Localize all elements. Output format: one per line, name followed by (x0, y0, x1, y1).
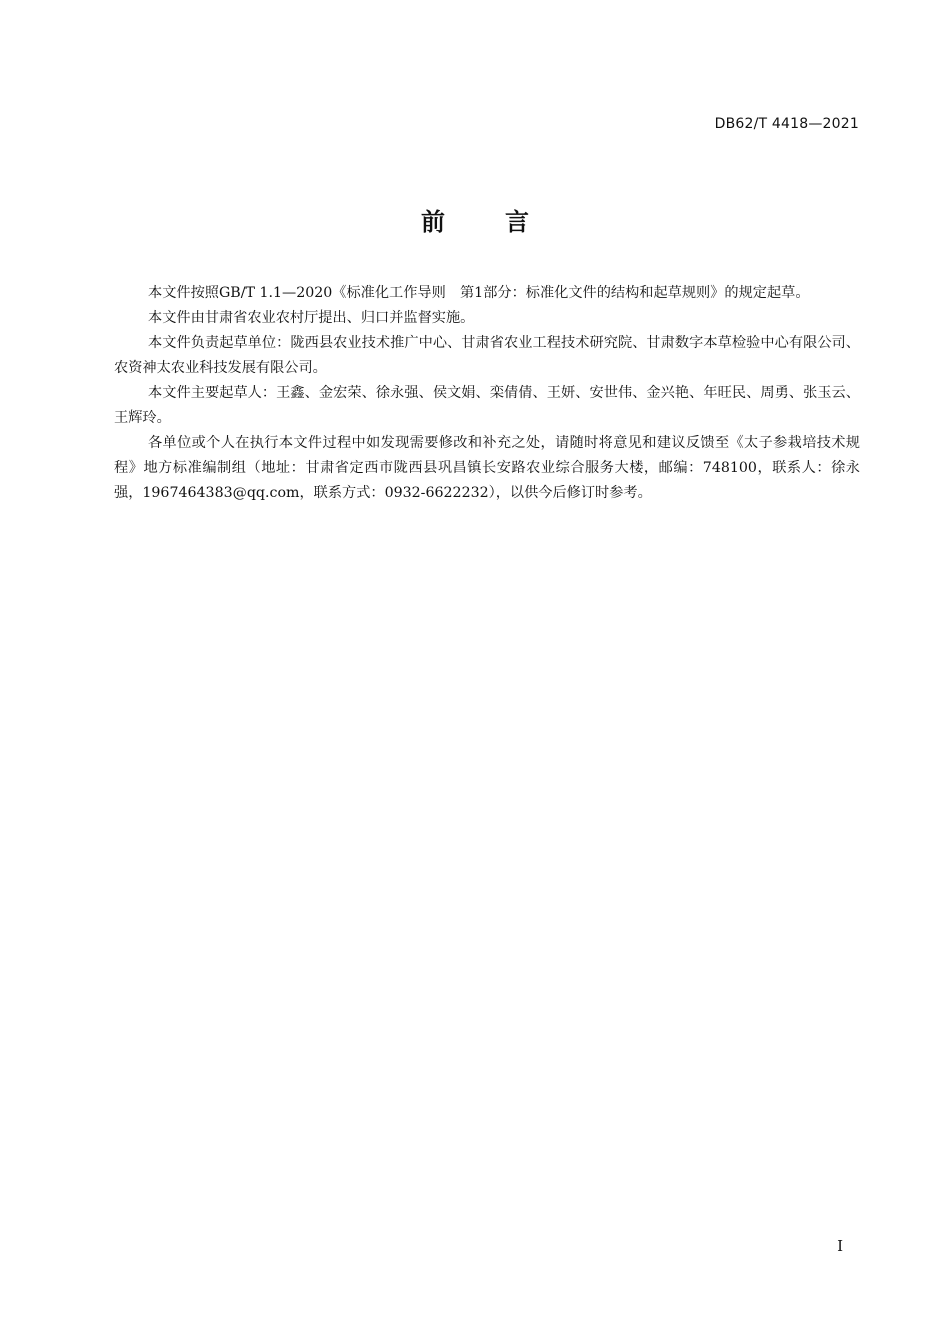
paragraph-drafting-units: 本文件负责起草单位：陇西县农业技术推广中心、甘肃省农业工程技术研究院、甘肃数字本草检验中心有限公司、农资神太农业科技发展有限公司。 (114, 335, 860, 376)
paragraph-feedback-contact: 各单位或个人在执行本文件过程中如发现需要修改和补充之处，请随时将意见和建议反馈至《太子参栽培技术规程》地方标准编制组（地址：甘肃省定西市陇西县巩昌镇长安路农业综合服务大楼，邮编：748100，联系人：徐永强，1967464383@qq.com，联系方式：0932-6622232），以供今后修订时参考。 (114, 435, 860, 501)
document-code: DB62/T 4418—2021 (714, 116, 859, 132)
page-number: I (837, 1237, 843, 1255)
paragraph-drafters: 本文件主要起草人：王鑫、金宏荣、徐永强、侯文娟、栾倩倩、王妍、安世伟、金兴艳、年旺民、周勇、张玉云、王辉玲。 (114, 385, 860, 426)
foreword-body (114, 281, 860, 506)
paragraph-proposer: 本文件由甘肃省农业农村厅提出、归口并监督实施。 (148, 310, 475, 326)
page-title: 前言 (421, 208, 589, 236)
paragraph-drafting-rules: 本文件按照GB/T 1.1—2020《标准化工作导则 第1部分：标准化文件的结构和起草规则》的规定起草。 (148, 285, 810, 301)
